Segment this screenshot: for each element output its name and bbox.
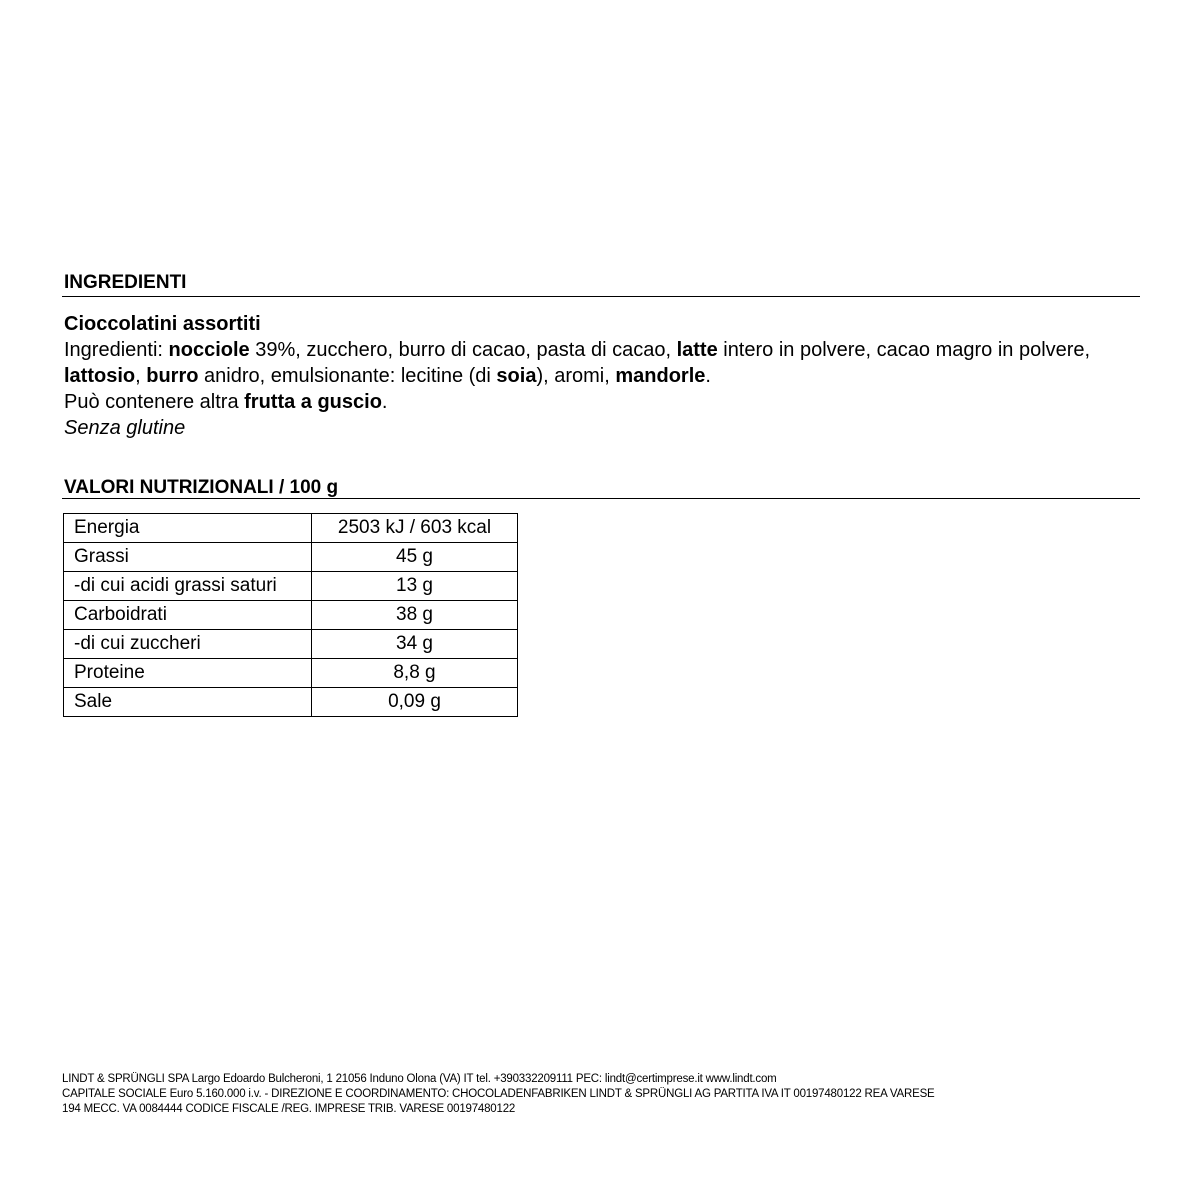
nutrient-label: Sale xyxy=(64,688,312,717)
text-segment: ), aromi, xyxy=(536,365,616,387)
footer-line-2: CAPITALE SOCIALE Euro 5.160.000 i.v. - DIREZIONE E COORDINAMENTO: CHOCOLADENFABRIKEN LINDT & SPRÜNGLI AG PARTITA IVA IT 00197480122 REA VARESE xyxy=(62,1088,935,1100)
allergen-text: mandorle xyxy=(615,365,706,387)
allergen-text: nocciole xyxy=(168,339,250,361)
nutrition-divider xyxy=(62,498,1140,499)
table-row xyxy=(64,659,518,688)
text-segment: , xyxy=(135,365,147,387)
table-row xyxy=(64,630,518,659)
text-segment: Ingredienti: xyxy=(64,339,169,361)
nutrient-label: -di cui acidi grassi saturi xyxy=(64,572,312,601)
nutrition-heading: VALORI NUTRIZIONALI / 100 g xyxy=(64,477,339,498)
footer-line-3: 194 MECC. VA 0084444 CODICE FISCALE /REG. IMPRESE TRIB. VARESE 00197480122 xyxy=(62,1103,516,1115)
text-segment: . xyxy=(705,365,711,387)
table-row xyxy=(64,601,518,630)
ingredients-divider xyxy=(62,296,1140,297)
text-segment: 39%, zucchero, burro di cacao, pasta di cacao, xyxy=(249,339,677,361)
product-name: Cioccolatini assortiti xyxy=(64,313,261,335)
gluten-note: Senza glutine xyxy=(64,417,186,439)
nutrient-value: 38 g xyxy=(312,601,518,630)
text-segment: . xyxy=(381,391,388,413)
nutrient-value: 8,8 g xyxy=(312,659,518,688)
nutrient-value: 2503 kJ / 603 kcal xyxy=(312,514,518,543)
table-row xyxy=(64,688,518,717)
text-segment: anidro, emulsionante: lecitine (di xyxy=(198,365,497,387)
nutrient-label: -di cui zuccheri xyxy=(64,630,312,659)
ingredients-heading: INGREDIENTI xyxy=(64,272,187,293)
nutrient-value: 0,09 g xyxy=(312,688,518,717)
table-row xyxy=(64,543,518,572)
may-contain-text xyxy=(64,389,1140,415)
table-row xyxy=(64,572,518,601)
allergen-text: burro xyxy=(146,365,199,387)
allergen-text: frutta a guscio xyxy=(244,391,382,413)
ingredients-block xyxy=(64,311,1140,441)
text-segment: intero in polvere, cacao magro in polvere, xyxy=(717,339,1091,361)
allergen-text: latte xyxy=(676,339,718,361)
footer-line-1: LINDT & SPRÜNGLI SPA Largo Edoardo Bulcheroni, 1 21056 Induno Olona (VA) IT tel. +390332209111 PEC: lindt@certimprese.it www.lindt.com xyxy=(62,1073,777,1085)
nutrient-label: Grassi xyxy=(64,543,312,572)
company-footer xyxy=(62,1072,1152,1117)
nutrient-value: 45 g xyxy=(312,543,518,572)
table-row xyxy=(64,514,518,543)
nutrient-label: Proteine xyxy=(64,659,312,688)
nutrition-table xyxy=(63,513,518,717)
nutrient-value: 13 g xyxy=(312,572,518,601)
nutrient-label: Carboidrati xyxy=(64,601,312,630)
text-segment: Può contenere altra xyxy=(64,391,245,413)
nutrient-value: 34 g xyxy=(312,630,518,659)
ingredients-text xyxy=(64,337,1140,389)
nutrient-label: Energia xyxy=(64,514,312,543)
allergen-text: lattosio xyxy=(64,365,136,387)
allergen-text: soia xyxy=(496,365,537,387)
